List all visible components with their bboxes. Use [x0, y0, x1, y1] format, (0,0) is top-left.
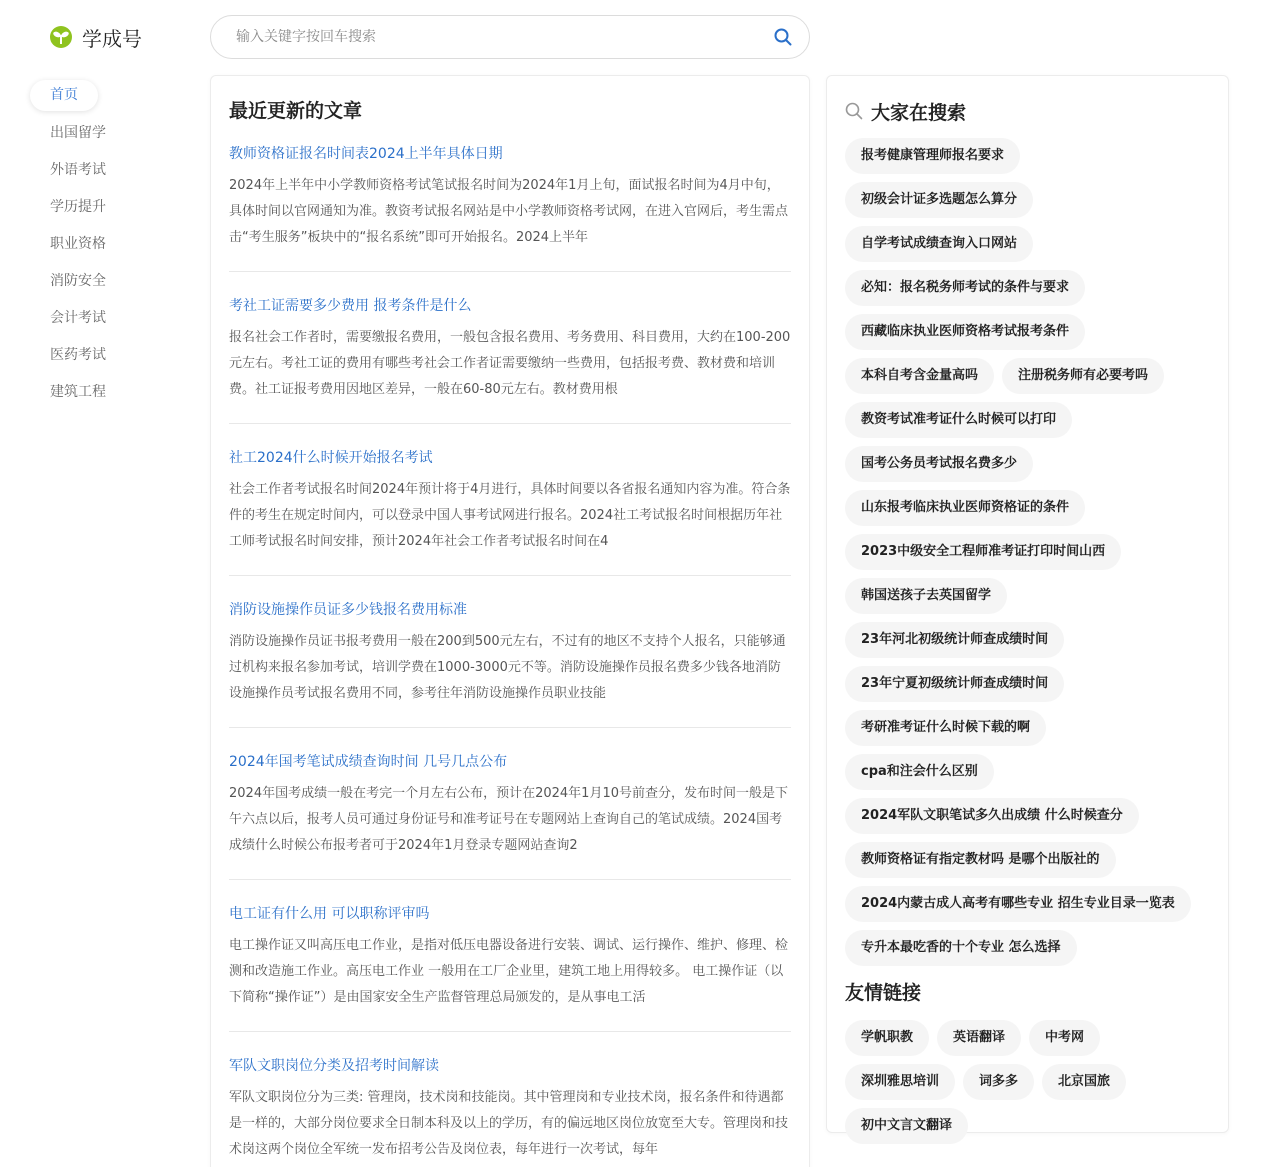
- nav-item-language-exam[interactable]: 外语考试: [50, 162, 106, 178]
- hot-search-tag[interactable]: 自学考试成绩查询入口网站: [845, 226, 1033, 262]
- hot-search-header: [845, 98, 1210, 124]
- article-item: [229, 448, 791, 576]
- friend-link[interactable]: 北京国旅: [1042, 1064, 1126, 1100]
- article-item: [229, 144, 791, 272]
- article-title-link[interactable]: 消防设施操作员证多少钱报名费用标准: [229, 602, 467, 618]
- hot-search-tag[interactable]: 韩国送孩子去英国留学: [845, 578, 1007, 614]
- article-summary: 军队文职岗位分为三类: 管理岗，技术岗和技能岗。其中管理岗和专业技术岗，报名条件和待遇都是一样的，大部分岗位要求全日制本科及以上的学历，有的偏远地区岗位放宽至大专。管理岗和技术岗这两个岗位全军统一发布招考公告及岗位表，每年进行一次考试，每年: [229, 1090, 789, 1157]
- hot-search-tag[interactable]: 必知：报名税务师考试的条件与要求: [845, 270, 1085, 306]
- hot-search-tag[interactable]: 2024军队文职笔试多久出成绩 什么时候查分: [845, 798, 1139, 834]
- hot-search-tag[interactable]: 初级会计证多选题怎么算分: [845, 182, 1033, 218]
- article-summary: 电工操作证又叫高压电工作业，是指对低压电器设备进行安装、调试、运行操作、维护、修理、检测和改造施工作业。高压电工作业 一般用在工厂企业里，建筑工地上用得较多。 电工操作证（以下简称“操作证”）是由国家安全生产监督管理总局颁发的，是从事电工活: [229, 938, 789, 1005]
- hot-search-tag[interactable]: 本科自考含金量高吗: [845, 358, 994, 394]
- article-item: [229, 1056, 791, 1167]
- hot-search-tag[interactable]: 2023中级安全工程师准考证打印时间山西: [845, 534, 1121, 570]
- article-title-link[interactable]: 电工证有什么用 可以职称评审吗: [229, 906, 430, 922]
- nav-item-study-abroad[interactable]: 出国留学: [50, 125, 106, 141]
- hot-search-tag[interactable]: 2024内蒙古成人高考有哪些专业 招生专业目录一览表: [845, 886, 1191, 922]
- nav-item-medicine[interactable]: 医药考试: [50, 347, 106, 363]
- article-summary: 报名社会工作者时，需要缴报名费用，一般包含报名费用、考务费用、科目费用，大约在100-200元左右。考社工证的费用有哪些考社会工作者证需要缴纳一些费用，包括报考费、教材费和培训费。社工证报考费用因地区差异，一般在60-80元左右。教材费用根: [229, 330, 791, 397]
- article-summary: 社会工作者考试报名时间2024年预计将于4月进行，具体时间要以各省报名通知内容为准。符合条件的考生在规定时间内，可以登录中国人事考试网进行报名。2024社工考试报名时间根据历年社工师考试报名时间安排，预计2024年社会工作者考试报名时间在4: [229, 482, 791, 549]
- article-summary: 消防设施操作员证书报考费用一般在200到500元左右，不过有的地区不支持个人报名，只能够通过机构来报名参加考试，培训学费在1000-3000元不等。消防设施操作员报名费多少钱各地消防设施操作员考试报名费用不同，参考往年消防设施操作员职业技能: [229, 634, 786, 701]
- article-title-link[interactable]: 考社工证需要多少费用 报考条件是什么: [229, 298, 472, 314]
- article-title-link[interactable]: 2024年国考笔试成绩查询时间 几号几点公布: [229, 754, 508, 770]
- sprout-logo-icon: [50, 26, 72, 48]
- friend-links-title: 友情链接: [845, 982, 922, 1004]
- friend-link[interactable]: 英语翻译: [937, 1020, 1021, 1056]
- category-sidebar: [30, 80, 170, 413]
- nav-item-qualification[interactable]: 职业资格: [50, 236, 106, 252]
- hot-search-tag[interactable]: 考研准考证什么时候下载的啊: [845, 710, 1046, 746]
- search-bar: [210, 15, 810, 59]
- article-title-link[interactable]: 军队文职岗位分类及招考时间解读: [229, 1058, 439, 1074]
- article-list-panel: [210, 75, 810, 1167]
- article-item: [229, 296, 791, 424]
- nav-item-accounting[interactable]: 会计考试: [50, 310, 106, 326]
- article-title-link[interactable]: 社工2024什么时候开始报名考试: [229, 450, 433, 466]
- friend-link[interactable]: 中考网: [1029, 1020, 1100, 1056]
- hot-search-tag[interactable]: 23年河北初级统计师查成绩时间: [845, 622, 1064, 658]
- search-icon: [845, 102, 863, 120]
- friend-links-list: [845, 1020, 1210, 1152]
- hot-search-tag[interactable]: 专升本最吃香的十个专业 怎么选择: [845, 930, 1077, 966]
- search-icon[interactable]: [773, 27, 793, 47]
- hot-search-tag[interactable]: 注册税务师有必要考吗: [1002, 358, 1164, 394]
- hot-search-tag[interactable]: 教师资格证有指定教材吗 是哪个出版社的: [845, 842, 1116, 878]
- article-item: [229, 904, 791, 1032]
- hot-search-tag[interactable]: 报考健康管理师报名要求: [845, 138, 1020, 174]
- hot-search-tag[interactable]: 23年宁夏初级统计师查成绩时间: [845, 666, 1064, 702]
- hot-search-tag[interactable]: 教资考试准考证什么时候可以打印: [845, 402, 1072, 438]
- nav-item-fire-safety[interactable]: 消防安全: [50, 273, 106, 289]
- nav-item-construction[interactable]: 建筑工程: [50, 384, 106, 400]
- friend-link[interactable]: 词多多: [963, 1064, 1034, 1100]
- nav-item-home[interactable]: 首页: [30, 80, 98, 111]
- hot-search-tag[interactable]: cpa和注会什么区别: [845, 754, 994, 790]
- friend-link[interactable]: 学帆职教: [845, 1020, 929, 1056]
- site-name: 学成号: [82, 26, 142, 51]
- hot-search-tag[interactable]: 山东报考临床执业医师资格证的条件: [845, 490, 1085, 526]
- right-sidebar: [826, 75, 1229, 1133]
- search-input[interactable]: [236, 29, 773, 45]
- hot-search-tag[interactable]: 国考公务员考试报名费多少: [845, 446, 1033, 482]
- article-summary: 2024年国考成绩一般在考完一个月左右公布，预计在2024年1月10号前查分，发布时间一般是下午六点以后，报考人员可通过身份证号和准考证号在专题网站上查询自己的笔试成绩。2024国考成绩什么时候公布报考者可于2024年1月登录专题网站查询2: [229, 786, 788, 853]
- article-item: [229, 752, 791, 880]
- friend-link[interactable]: 初中文言文翻译: [845, 1108, 968, 1144]
- article-item: [229, 600, 791, 728]
- article-title-link[interactable]: 教师资格证报名时间表2024上半年具体日期: [229, 146, 503, 162]
- hot-search-title: 大家在搜索: [871, 101, 967, 124]
- hot-search-tags: [845, 138, 1210, 974]
- site-logo[interactable]: [50, 24, 142, 50]
- friend-link[interactable]: 深圳雅思培训: [845, 1064, 955, 1100]
- hot-search-tag[interactable]: 西藏临床执业医师资格考试报考条件: [845, 314, 1085, 350]
- nav-item-degree[interactable]: 学历提升: [50, 199, 106, 215]
- article-list-title: 最近更新的文章: [229, 100, 363, 122]
- article-summary: 2024年上半年中小学教师资格考试笔试报名时间为2024年1月上旬，面试报名时间为4月中旬，具体时间以官网通知为准。教资考试报名网站是中小学教师资格考试网，在进入官网后，考生需点击“考生服务”板块中的“报名系统”即可开始报名。2024上半年: [229, 178, 789, 245]
